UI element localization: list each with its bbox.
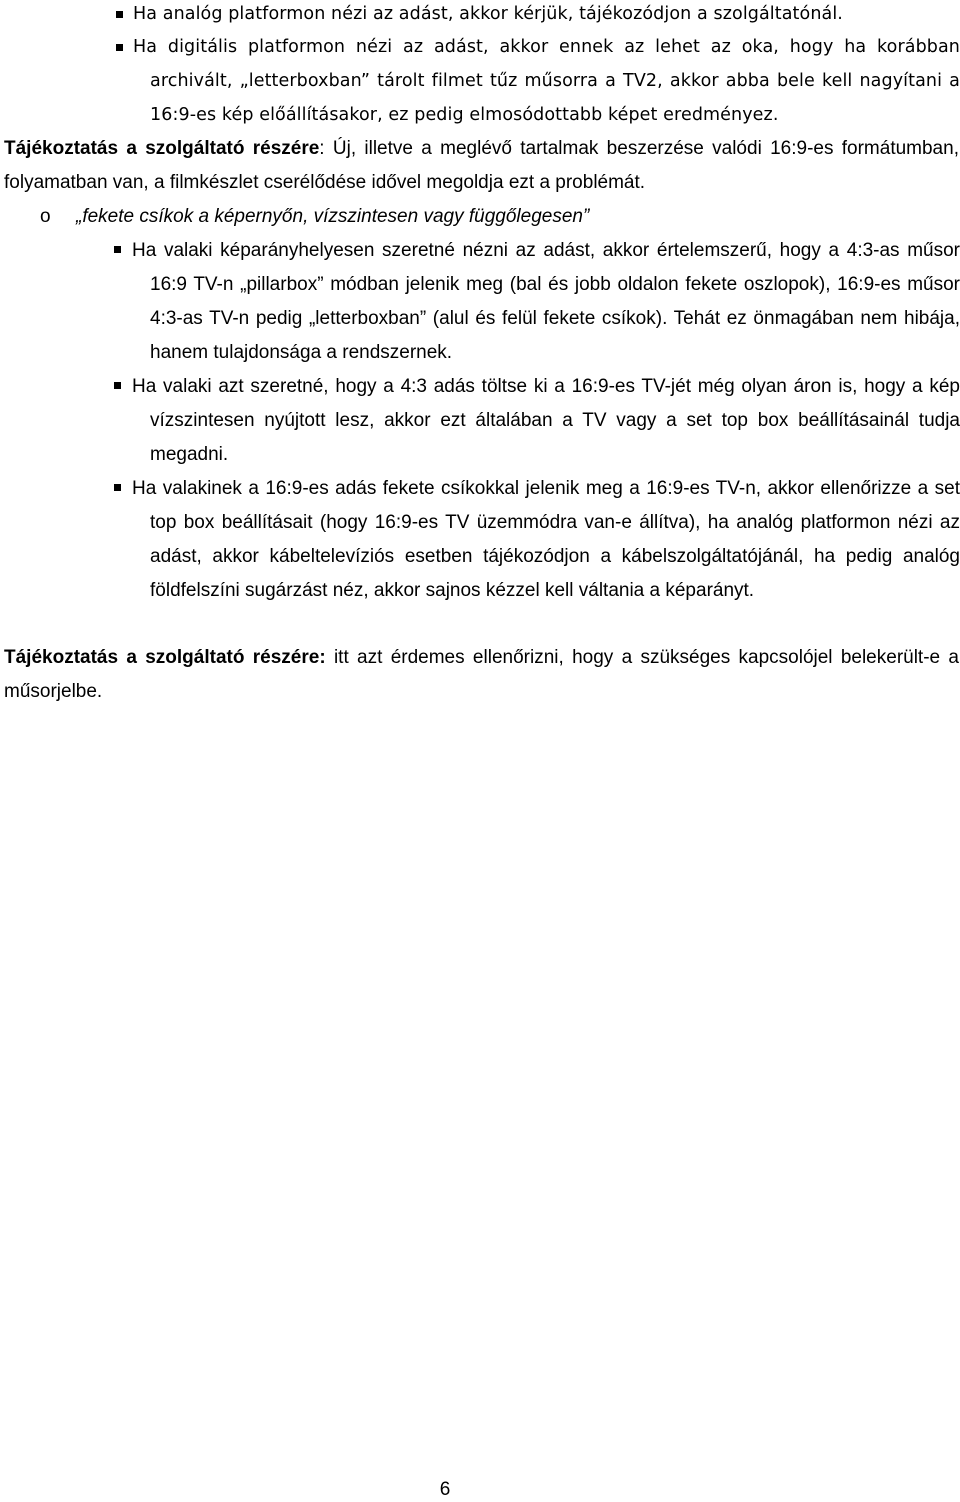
notice-text: itt azt érdemes ellenőrizni, hogy a szükséges kapcsolójel belekerült-e a műsorjelbe. (4, 647, 959, 702)
sub-bullet-2: Ha valaki azt szeretné, hogy a 4:3 adás töltse ki a 16:9-es TV-jét még olyan áron is, hogy a kép vízszintesen nyújtott lesz, akkor ezt általában a TV vagy a set top box beállításainál tudja megadni. (132, 376, 960, 465)
notice-colon: : (319, 138, 325, 159)
bullet-square-icon (116, 44, 123, 51)
top-bullet-2: Ha digitális platformon nézi az adást, akkor ennek az lehet az oka, hogy ha korábban archivált, „letterboxban” tárolt filmet tűz műsorra a TV2, akkor abba bele kell nagyítani a 16:9-es kép előállításakor, ez pedig elmosódottabb képet eredményez. (133, 37, 960, 125)
bullet-square-icon (114, 382, 121, 389)
bullet-square-icon (114, 246, 121, 253)
top-bullet-1: Ha analóg platformon nézi az adást, akkor kérjük, tájékozódjon a szolgáltatónál. (133, 4, 843, 24)
sub-bullet-3: Ha valakinek a 16:9-es adás fekete csíkokkal jelenik meg a 16:9-es TV-n, akkor ellenőrizze a set top box beállításait (hogy 16:9-es TV üzemmódra van-e állítva), ha analóg platformon nézi az adást, akkor kábeltelevíziós esetben tájékozódjon a kábelszolgáltatójánál, ha pedig analóg földfelszíni sugárzást néz, akkor sajnos kézzel kell váltania a képarányt. (132, 478, 960, 601)
notice-paragraph-2 (4, 641, 959, 709)
page-number: 6 (439, 1479, 451, 1500)
notice-label: Tájékoztatás a szolgáltató részére: (4, 647, 326, 668)
notice-text: Új, illetve a meglévő tartalmak beszerzése valódi 16:9-es formátumban, folyamatban van, a filmkészlet cserélődése idővel megoldja ezt a problémát. (4, 138, 959, 193)
bullet-square-icon (114, 484, 121, 491)
sub-bullet-1: Ha valaki képarányhelyesen szeretné nézni az adást, akkor értelemszerű, hogy a 4:3-as műsor 16:9 TV-n „pillarbox” módban jelenik meg (bal és jobb oldalon fekete oszlopok), 16:9-es műsor 4:3-as TV-n pedig „letterboxban” (alul és felül fekete csíkok). Tehát ez önmagában nem hibája, hanem tulajdonsága a rendszernek. (132, 240, 960, 363)
notice-label: Tájékoztatás a szolgáltató részére (4, 138, 320, 159)
subheading: „fekete csíkok a képernyőn, vízszintesen vagy függőlegesen” (76, 206, 590, 227)
bullet-square-icon (116, 11, 123, 18)
notice-paragraph-1 (4, 132, 959, 200)
circle-bullet-icon: o (40, 206, 51, 227)
